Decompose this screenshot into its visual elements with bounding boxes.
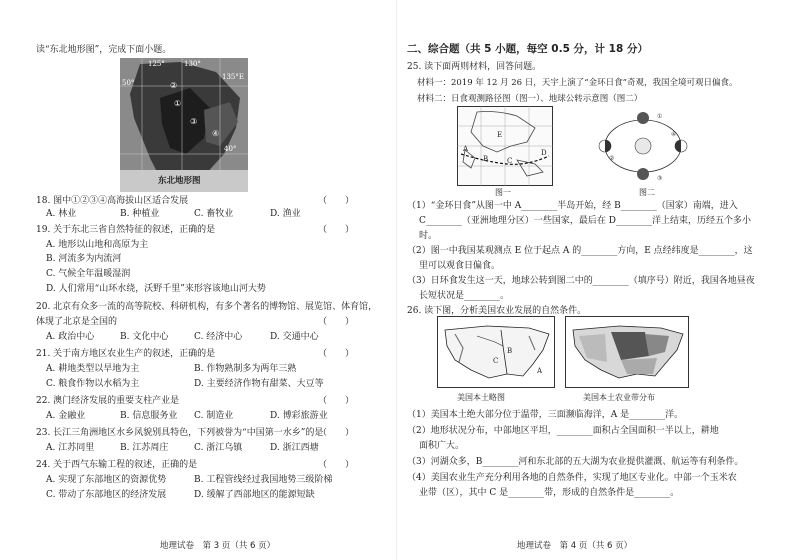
option: D. 主要经济作物有甜菜、大豆等: [194, 379, 324, 389]
option: C. 经济中心: [194, 332, 243, 342]
option: B. 河流多为内流河: [46, 254, 122, 264]
us-map-caption: 美国本土略图: [457, 393, 505, 402]
us-mainland-map: [437, 316, 555, 388]
q26-part2-cont: 面积广大。: [419, 441, 465, 451]
option: C. 浙江乌镇: [194, 443, 243, 453]
question-22-stem: 22. 澳门经济发展的重要支柱产业是: [36, 396, 180, 406]
map-marker: ②: [170, 81, 178, 90]
q25-part3: （3）日环食发生这一天，地球公转到图二中的________（填序号）附近，我国各地昼夜: [407, 276, 755, 286]
q26-part3: （3）河湖众多，B________河和东北部的五大湖为农业提供灌溉、航运等有利条件。: [407, 457, 744, 467]
question-18-stem: 18. 图中①②③④高海拔山区适合发展: [36, 196, 189, 206]
page-footer: 地理试卷 第 4 页（共 6 页）: [517, 541, 633, 551]
q25-part1-cont: C________（亚洲地理分区）一些国家，最后在 D________洋上结束，历经五个多小: [419, 216, 751, 226]
option: B. 文化中心: [120, 332, 169, 342]
option: B. 种植业: [120, 209, 160, 219]
lon-label: 135°E: [222, 73, 244, 81]
option: B. 作物熟制多为两年三熟: [194, 364, 297, 374]
right-page: [397, 0, 794, 560]
answer-paren: （ ）: [318, 460, 355, 470]
option: C. 带动了东部地区的经济发展: [46, 490, 167, 500]
answer-paren: （ ）: [318, 225, 355, 235]
lat-label: 40°: [224, 145, 237, 153]
us-map-marker: C: [493, 357, 499, 365]
us-agri-map-caption: 美国本土农业带分布: [583, 393, 655, 402]
q25-part1-end: 时。: [419, 231, 438, 241]
earth-revolution-diagram: [597, 108, 689, 184]
option: D. 人们常用“山环水绕，沃野千里”来形容该地山河大势: [46, 284, 266, 294]
fig1-label: 图一: [495, 188, 511, 197]
option: B. 工程管线经过我国地势三级阶梯: [194, 475, 333, 485]
map-marker: ①: [174, 99, 182, 108]
answer-paren: （ ）: [318, 349, 355, 359]
lon-label: 130°: [184, 60, 201, 68]
map-marker: ④: [212, 129, 220, 138]
option: A. 江苏同里: [46, 443, 95, 453]
lon-label: 125°: [148, 60, 165, 68]
northeast-terrain-map: [120, 58, 248, 192]
material-2: 材料二：日食观测路径图（图一）、地球公转示意图（图二）: [417, 94, 643, 104]
question-19-stem: 19. 关于东北三省自然特征的叙述，正确的是: [36, 225, 216, 235]
svg-text:①: ①: [657, 113, 663, 120]
us-map-marker: A: [537, 367, 543, 375]
option: D. 交通中心: [270, 332, 319, 342]
question-20-stem-continued: 体现了北京是全国的: [36, 317, 118, 327]
q26-part4: （4）美国农业生产充分利用各地的自然条件，实现了地区专业化。中部一个玉米农: [407, 473, 737, 483]
option: D. 缓解了西部地区的能源短缺: [194, 490, 315, 500]
option: A. 林业: [46, 209, 77, 219]
option: A. 耕地类型以旱地为主: [46, 364, 140, 374]
answer-paren: （ ）: [318, 428, 355, 438]
option: B. 江苏周庄: [120, 443, 169, 453]
map-caption: 东北地形图: [158, 176, 201, 186]
section-title: 二、综合题（共 5 小题，每空 0.5 分，计 18 分）: [407, 43, 648, 55]
option: C. 制造业: [194, 411, 234, 421]
question-21-stem: 21. 关于南方地区农业生产的叙述，正确的是: [36, 349, 216, 359]
fig1-marker: D: [541, 149, 547, 157]
option: D. 浙江西塘: [270, 443, 319, 453]
option: A. 金融业: [46, 411, 86, 421]
answer-paren: （ ）: [318, 396, 355, 406]
answer-paren: （ ）: [318, 317, 355, 327]
q25-part2: （2）图一中我国某观测点 E 位于起点 A 的________方向，E 点经纬度是________，这: [407, 246, 753, 256]
svg-text:④: ④: [671, 131, 677, 138]
fig1-marker: A: [463, 145, 469, 153]
lat-label: 50°: [122, 79, 135, 87]
q25-part1: （1）“金环日食”从图一中 A________半岛开始，经 B________（国家）南端，进入: [407, 201, 738, 211]
option: C. 粮食作物以水稻为主: [46, 379, 140, 389]
question-26-stem: 26. 读下图，分析美国农业发展的自然条件。: [407, 306, 587, 316]
option: D. 博彩旅游业: [270, 411, 328, 421]
question-20-stem: 20. 北京有众多一流的高等院校、科研机构，有多个著名的博物馆、展览馆、体育馆，: [36, 302, 378, 312]
fig1-marker: E: [497, 131, 503, 139]
option: A. 地形以山地和高原为主: [46, 240, 149, 250]
question-24-stem: 24. 关于西气东输工程的叙述，正确的是: [36, 460, 198, 470]
answer-paren: （ ）: [318, 196, 355, 206]
svg-text:③: ③: [657, 175, 663, 182]
svg-text:②: ②: [609, 155, 615, 162]
option: D. 渔业: [270, 209, 301, 219]
option: A. 政治中心: [46, 332, 95, 342]
q25-part3-cont: 长短状况是________。: [419, 291, 510, 301]
question-23-stem: 23. 长江三角洲地区水乡风貌别具特色，下列被誉为“中国第一水乡”的是: [36, 428, 324, 438]
eclipse-path-map: [457, 106, 553, 186]
q26-part1: （1）美国本土绝大部分位于温带，三面濒临海洋，A 是________洋。: [407, 410, 684, 420]
material-1: 材料一：2019 年 12 月 26 日，天宇上演了“金环日食”奇观，我国全境可观日偏食。: [417, 78, 738, 88]
page-footer: 地理试卷 第 3 页（共 6 页）: [160, 541, 276, 551]
question-25-stem: 25. 读下面两则材料，回答问题。: [407, 62, 542, 72]
option: B. 信息服务业: [120, 411, 178, 421]
us-map-marker: B: [507, 347, 513, 355]
option: C. 畜牧业: [194, 209, 234, 219]
map-intro: 读“东北地形图”，完成下面小题。: [36, 45, 172, 55]
q25-part2-cont: 里可以观食日偏食。: [419, 261, 501, 271]
us-agriculture-belt-map: [565, 316, 689, 388]
q26-part2: （2）地形状况分布，中部地区平坦，________面积占全国面积一半以上，耕地: [407, 426, 719, 436]
fig2-label: 图二: [639, 188, 655, 197]
fig1-marker: C: [507, 157, 513, 165]
option: A. 实现了东部地区的资源优势: [46, 475, 167, 485]
option: C. 气候全年温暖湿润: [46, 269, 131, 279]
fig1-marker: B: [483, 155, 489, 163]
map-marker: ③: [190, 117, 198, 126]
q26-part4-cont: 业带（区），其中 C 是________带，形成的自然条件是________。: [419, 488, 680, 498]
